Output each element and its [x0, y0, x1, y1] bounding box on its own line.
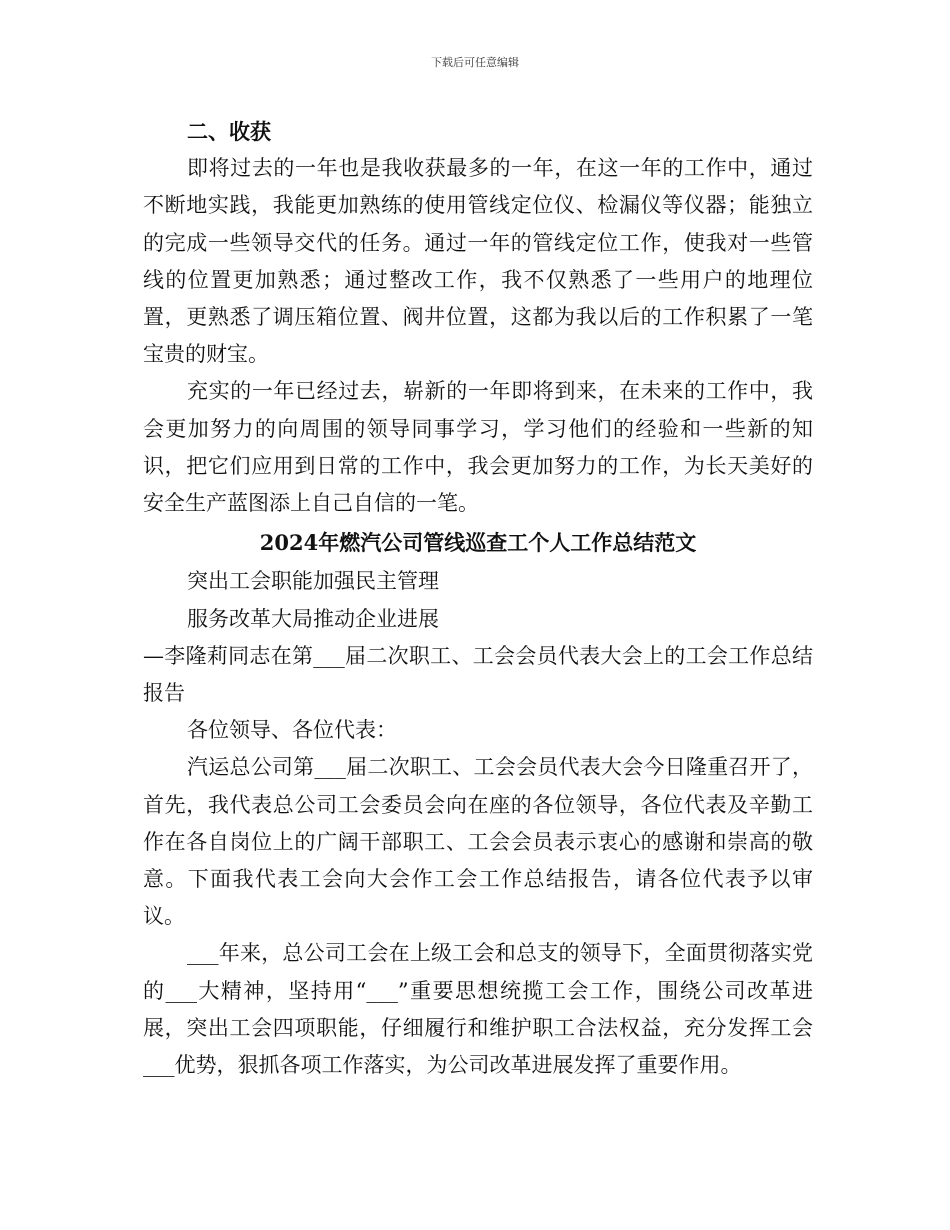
page-header: 下载后可任意编辑	[431, 56, 519, 69]
article-paragraph-1: 汽运总公司第___届二次职工、工会会员代表大会今日隆重召开了，首先，我代表总公司工会委员会向在座的各位领导，各位代表及辛勤工作在各自岗位上的广阔干部职工、工会会员表示衷心的感谢和崇高的敬意。下面我代表工会向大会作工会工作总结报告，请各位代表予以审议。	[143, 755, 813, 929]
article-subtitle-1: 突出工会职能加强民主管理	[187, 569, 439, 594]
article-paragraph-2: ___年来，总公司工会在上级工会和总支的领导下，全面贯彻落实党的___大精神，坚持用“___”重要思想统揽工会工作，围绕公司改革进展，突出工会四项职能，仔细履行和维护职工合法权益，充分发挥工会___优势，狠抓各项工作落实，为公司改革进展发挥了重要作用。	[143, 941, 813, 1078]
section-heading: 二、收获	[187, 119, 271, 144]
article-salutation: 各位领导、各位代表：	[187, 718, 397, 743]
article-byline: —李隆莉同志在第___届二次职工、工会会员代表大会上的工会工作总结报告	[143, 643, 813, 706]
document-body	[143, 113, 813, 1084]
article-title: 2024年燃汽公司管线巡查工个人工作总结范文	[259, 530, 697, 556]
article-subtitle-2: 服务改革大局推动企业进展	[187, 606, 439, 631]
section-paragraph-2: 充实的一年已经过去，崭新的一年即将到来，在未来的工作中，我会更加努力的向周围的领导同事学习，学习他们的经验和一些新的知识，把它们应用到日常的工作中，我会更加努力的工作，为长天美好的安全生产蓝图添上自己自信的一笔。	[143, 379, 813, 516]
section-paragraph-1: 即将过去的一年也是我收获最多的一年，在这一年的工作中，通过不断地实践，我能更加熟练的使用管线定位仪、检漏仪等仪器；能独立的完成一些领导交代的任务。通过一年的管线定位工作，使我对一些管线的位置更加熟悉；通过整改工作，我不仅熟悉了一些用户的地理位置，更熟悉了调压箱位置、阀井位置，这都为我以后的工作积累了一笔宝贵的财宝。	[143, 156, 813, 367]
